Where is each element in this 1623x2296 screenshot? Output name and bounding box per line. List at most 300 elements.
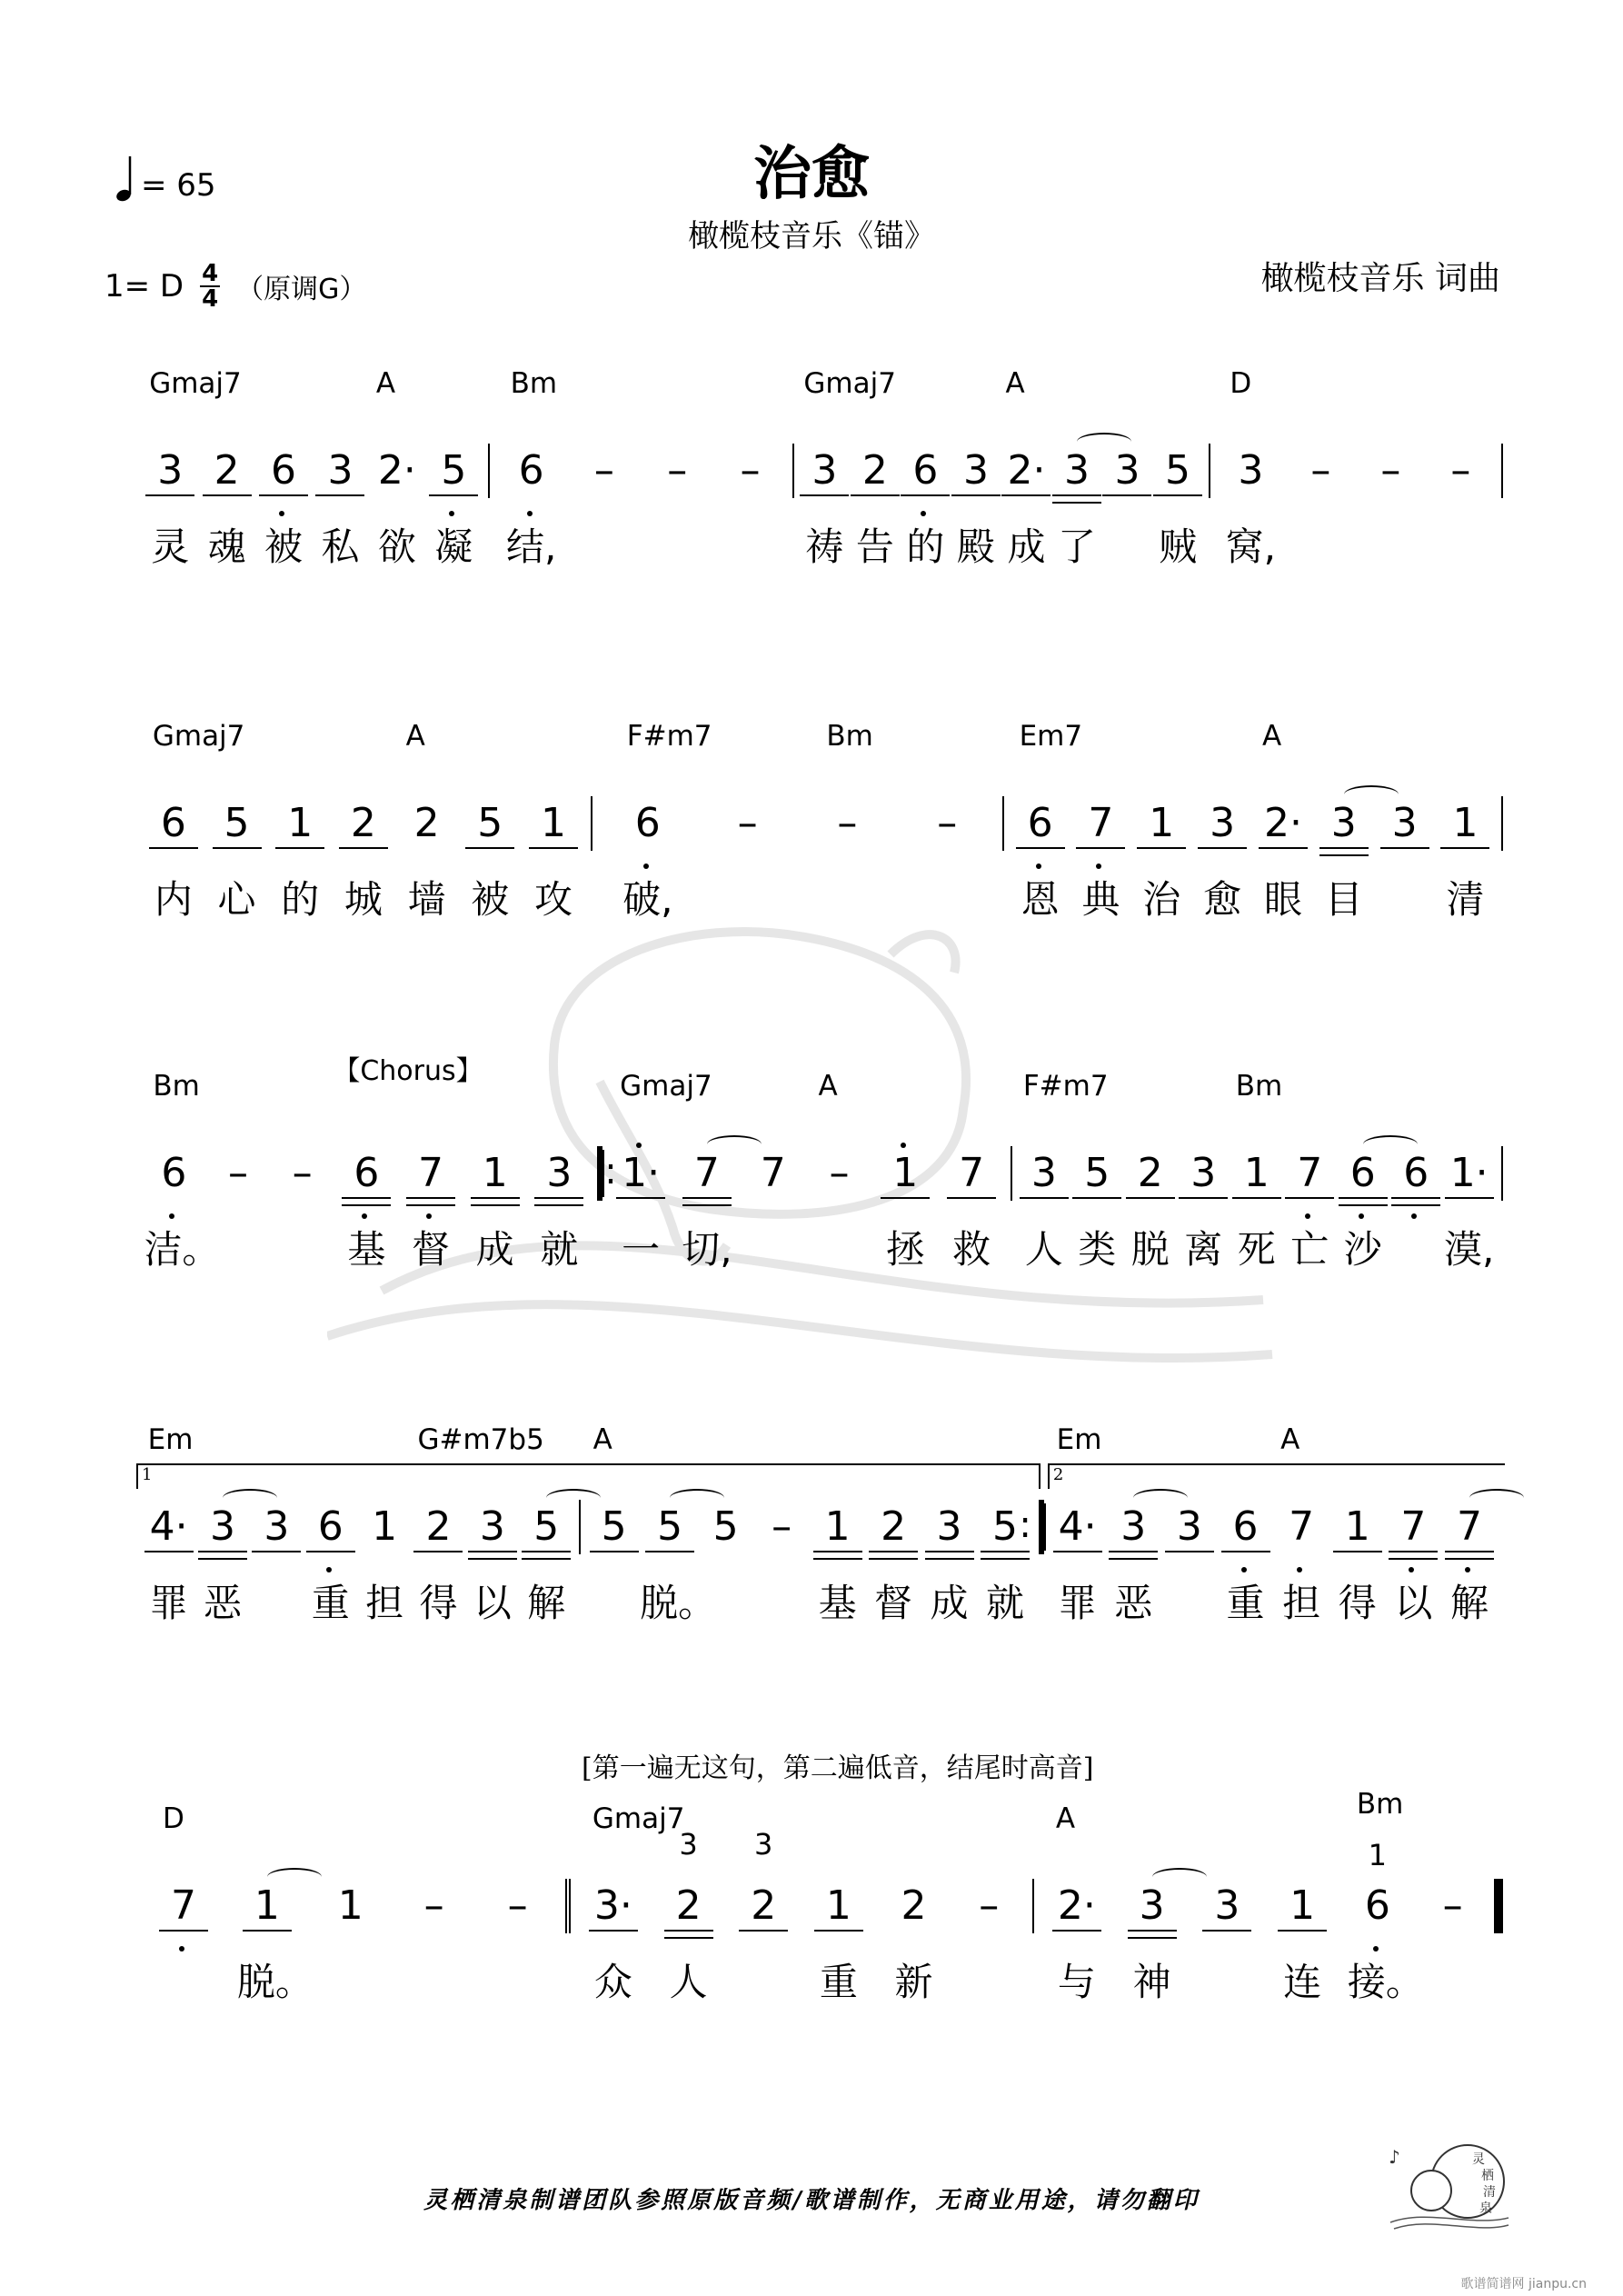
note [525,1500,567,1625]
note-digit: 1 [892,1150,919,1196]
measure [1044,1423,1503,1625]
note-digit: 3 [936,1503,962,1550]
note [1206,1879,1248,1933]
eighth-underline [616,1197,665,1199]
note [620,1070,712,1272]
tempo-value: = 65 [141,167,216,204]
note [752,1146,794,1201]
lyric: 解 [527,1581,566,1625]
note-digit: 3 [1210,800,1236,846]
note-digit: – [737,800,758,846]
eighth-underline [1285,1197,1334,1199]
note-digit: – [292,1150,313,1196]
eighth-underline [1389,1551,1438,1552]
eighth-underline [881,1197,930,1199]
lyric: 重 [311,1581,350,1625]
eighth-underline [1052,1930,1101,1932]
low-octave-dot [921,511,926,516]
low-octave-dot [1411,1213,1417,1219]
eighth-underline [339,847,388,849]
chord-symbol: Gmaj7 [149,367,242,400]
eighth-underline [1109,1551,1158,1552]
note [263,444,304,569]
note-digit: 1 [1243,1150,1270,1196]
note [742,1827,784,1933]
note-digit: 1 [825,1882,851,1929]
note [1369,444,1411,498]
performance-note: [第一遍无这句，第二遍低音，结尾时高音] [582,1752,1094,1784]
lyric: 破, [622,877,673,922]
note-digit: 1 [540,800,566,846]
chord-symbol: Bm [1235,1070,1283,1103]
eighth-underline [1440,847,1489,849]
staff-system [136,1423,1503,1625]
note-digit: 2 [214,447,240,494]
note [1384,796,1426,851]
note [1201,796,1243,922]
sixteenth-underline [522,1558,571,1560]
svg-text:灵: 灵 [1472,2152,1485,2167]
eighth-underline [159,1930,208,1932]
eighth-underline [1221,1551,1270,1552]
note-digit: 5 [1084,1150,1110,1196]
eighth-underline [275,847,324,849]
eighth-underline [1016,847,1065,849]
eighth-underline [243,1930,292,1932]
upper-note: 3 [679,1827,698,1862]
low-octave-dot [279,511,284,516]
lyric: 人 [669,1960,708,2004]
composer-credit: 橄榄枝音乐 词曲 [1260,260,1500,297]
note [1432,1879,1474,1933]
note [410,1146,452,1272]
note-digit: – [1450,447,1471,494]
note-digit: 1· [1449,1150,1489,1196]
note [1323,796,1365,922]
lyric: 神 [1132,1960,1171,2004]
note [255,1500,297,1554]
eighth-underline [1072,1197,1121,1199]
eighth-underline [1278,1930,1327,1932]
chord-symbol: Bm [510,367,558,400]
measure [136,367,490,569]
note-digit: 3 [1214,1882,1240,1929]
lyric: 担 [1282,1581,1321,1625]
chord-symbol: A [1280,1423,1300,1456]
eighth-underline [1259,847,1308,849]
note-digit: 5 [533,1503,560,1550]
note [216,796,258,922]
note-digit: 2 [425,1503,452,1550]
chord-symbol: Gmaj7 [592,1802,685,1835]
note [1281,1879,1323,2004]
eighth-underline [1179,1197,1228,1199]
eighth-underline [429,494,478,496]
note [343,796,384,922]
note [955,444,997,569]
low-octave-dot [1036,863,1041,869]
eighth-underline [315,494,364,496]
note [622,720,712,922]
lyric: 被 [264,524,304,569]
note-digit: 2 [751,1882,777,1929]
note [147,1423,194,1625]
note-digit: 5 [992,1503,1019,1550]
low-octave-dot [1359,1213,1364,1219]
eighth-underline [534,1197,583,1199]
measure [581,1423,1044,1625]
note [279,796,321,922]
note [1289,1146,1330,1272]
note-digit: – [507,1882,528,1929]
sixteenth-underline [198,1558,247,1560]
eighth-underline [664,1930,713,1932]
note [951,1146,992,1272]
lyric: 心 [217,877,256,922]
note-digit: – [837,800,858,846]
measure [1012,1070,1503,1272]
eighth-underline [813,1551,862,1552]
eighth-underline [869,1551,918,1552]
note [149,367,242,569]
note-digit: 1 [482,1150,508,1196]
lyric: 人 [1024,1227,1063,1272]
eighth-underline [901,494,950,496]
sixteenth-underline [1319,854,1369,856]
note-digit: 3 [812,447,838,494]
note [1022,1070,1109,1272]
note [904,444,946,569]
lyric: 脱。 [236,1960,314,2004]
lyric: 脱。 [640,1581,717,1625]
note-digit: 2 [901,1882,927,1929]
lyric: 贼 [1158,524,1197,569]
footer-notice: 灵栖清泉制谱团队参照原版音频/歌谱制作，无商业用途，请勿翻印 [423,2187,1200,2214]
lyric: 罪 [149,1581,188,1625]
measure [136,1423,581,1625]
note [893,1879,935,2004]
lyric: 以 [473,1581,512,1625]
note-digit: – [772,1503,792,1550]
sixteenth-underline [925,1558,974,1560]
lyric: 成 [930,1581,969,1625]
note-digit: 3 [210,1503,236,1550]
eighth-underline [645,1551,694,1552]
note-digit: 6 [1349,1150,1376,1196]
lyric: 基 [347,1227,386,1272]
note [152,720,245,922]
lyric: 祷 [805,524,844,569]
chord-symbol: Gmaj7 [152,720,245,753]
sixteenth-underline [1391,1204,1440,1206]
eighth-underline [198,1551,247,1552]
note [1395,1146,1437,1201]
sixteenth-underline [1052,502,1101,504]
lyric: 重 [1226,1581,1265,1625]
note [1261,720,1304,922]
lyric: 罪 [1058,1581,1097,1625]
note-digit: 7 [170,1882,196,1929]
note [727,796,769,851]
lyric: 恶 [204,1581,243,1625]
chord-symbol: D [1230,367,1252,400]
note [826,720,873,851]
chord-symbol: Em [1056,1423,1102,1456]
note [1337,1500,1379,1625]
note [472,1500,513,1625]
eighth-underline [306,1551,355,1552]
chord-symbol: A [1005,367,1025,400]
measure [1210,367,1503,569]
measure [1004,720,1503,922]
eighth-underline [925,1551,974,1552]
lyric: 洁。 [144,1227,221,1272]
note [1112,1500,1154,1625]
note-digit: 7 [1400,1503,1427,1550]
note-digit: 3 [1330,800,1357,846]
note [1299,444,1341,498]
eighth-underline [1020,1197,1069,1199]
measure [136,1055,602,1272]
staff-system [136,1055,1503,1272]
note [1106,444,1148,498]
note [1444,1146,1495,1272]
note [330,1879,372,1933]
lingqi-qingquan-logo [1381,2136,1518,2236]
measure [136,720,592,922]
note [1055,1802,1098,2004]
eighth-underline [1333,1551,1382,1552]
note-digit: 7 [1088,800,1114,846]
lyric: 拯 [886,1227,925,1272]
note [375,367,418,569]
chord-symbol: A [592,1423,612,1456]
measure [602,1070,1012,1272]
section-marker: 【Chorus】 [333,1055,483,1087]
lyric: 得 [419,1581,458,1625]
lyric: 清 [1446,877,1485,922]
eighth-underline [851,494,900,496]
eighth-underline [1076,847,1125,849]
note-digit: 5 [657,1503,683,1550]
sixteenth-underline [471,1204,520,1206]
lyric: 欲 [377,524,416,569]
sixteenth-underline [342,1204,391,1206]
note-digit: 2· [377,447,416,494]
lyric: 与 [1057,1960,1096,2004]
measure [571,1802,1034,2004]
low-octave-dot [527,511,533,516]
lyric: 殿 [956,524,995,569]
note-digit: 3 [157,447,184,494]
note-digit: – [1442,1882,1463,1929]
note [236,1879,314,2004]
lyric: 恶 [1114,1581,1153,1625]
chord-symbol: A [1261,720,1282,753]
lyric: 的 [281,877,320,922]
key-signature [105,262,366,311]
low-octave-dot [1373,1946,1379,1952]
chord-symbol: A [375,367,396,400]
note-digit: 2· [1007,447,1046,494]
original-key: （原调G） [236,274,367,305]
lyric: 亡 [1290,1227,1329,1272]
note [818,1879,860,2004]
eighth-underline [1319,847,1369,849]
note [668,1827,710,2004]
note [497,1879,539,1933]
note [640,1500,717,1625]
note [333,1055,483,1272]
lyric: 督 [412,1227,451,1272]
lyric: 得 [1338,1581,1377,1625]
note-digit: 3 [1120,1503,1147,1550]
note-digit: – [979,1882,1000,1929]
note-digit: – [593,447,614,494]
note [872,1500,914,1625]
chord-symbol: Em7 [1019,720,1083,753]
note [433,444,474,569]
low-octave-dot [179,1946,184,1952]
sixteenth-underline [981,1558,1030,1560]
song-subtitle: 橄榄枝音乐《锚》 [688,218,935,255]
note [818,1070,861,1201]
note-digit: 7 [1289,1503,1315,1550]
note [505,367,558,569]
eighth-underline [590,1551,639,1552]
note [729,444,771,498]
note-digit: 7 [959,1150,985,1196]
sixteenth-underline [869,1558,918,1560]
eighth-underline [1391,1197,1440,1199]
note [1056,444,1098,569]
note [1280,1423,1322,1625]
upper-note: 3 [754,1827,773,1862]
note-digit: – [829,1150,850,1196]
staff-system [136,367,1503,569]
note [761,1500,802,1554]
sixteenth-underline [468,1558,517,1560]
sixteenth-underline [1389,1558,1438,1560]
lyric: 基 [818,1581,857,1625]
note-digit: 1 [254,1882,280,1929]
note [583,444,625,498]
note-digit: 3 [1238,447,1264,494]
note [162,1802,204,1933]
lyric: 私 [321,524,360,569]
note [469,796,511,922]
note [1019,720,1083,922]
note [926,796,968,851]
note-digit: 7 [1457,1503,1483,1550]
eighth-underline [406,1197,455,1199]
quarter-note-icon [114,155,134,204]
note [310,1500,352,1625]
lyric: 众 [593,1960,632,2004]
note-digit: 2 [861,447,888,494]
lyric: 告 [855,524,894,569]
chord-symbol: G#m7b5 [417,1423,544,1456]
note-digit: 7 [1297,1150,1323,1196]
note-digit: 2 [881,1503,907,1550]
lyric: 重 [819,1960,858,2004]
eighth-underline [468,1551,517,1552]
note-digit: 4· [1058,1503,1097,1550]
note-digit: 1· [622,1150,661,1196]
eighth-underline [1202,1930,1251,1932]
note-digit: 3 [479,1503,505,1550]
note-digit: 2 [350,800,376,846]
chord-symbol: D [162,1802,184,1835]
note [1235,1070,1283,1272]
note-digit: 3 [1391,800,1418,846]
song-title: 治愈 [753,141,870,208]
eighth-underline [951,494,1001,496]
eighth-underline [1001,494,1050,496]
low-octave-dot [1096,863,1101,869]
note-digit: 6 [1364,1882,1390,1929]
note-digit: 1 [1289,1882,1316,1929]
note [474,1146,516,1272]
lyric: 接。 [1347,1960,1424,2004]
eighth-underline [739,1930,788,1932]
eighth-underline [522,1551,571,1552]
lyric: 结, [505,524,557,569]
chord-symbol: Gmaj7 [620,1070,712,1103]
svg-text:♪: ♪ [1389,2146,1400,2168]
low-octave-dot [1409,1567,1414,1572]
lyric: 新 [894,1960,933,2004]
lyric: 以 [1394,1581,1433,1625]
note-digit: 3· [593,1882,632,1929]
lyric: 眼 [1263,877,1302,922]
note-digit: 3 [264,1503,290,1550]
note-digit: 7 [693,1150,720,1196]
eighth-underline [1053,1551,1102,1552]
eighth-underline [252,1551,301,1552]
note-digit: – [937,800,958,846]
note [1005,367,1047,569]
upper-note: 1 [1368,1838,1387,1872]
note [405,720,448,922]
note-digit: 3 [546,1150,573,1196]
note-digit: 1 [287,800,314,846]
note-digit: 1 [1149,800,1175,846]
eighth-underline [529,847,578,849]
lyric: 成 [1007,524,1046,569]
note-digit: 2 [413,800,440,846]
lyric: 就 [986,1581,1025,1625]
low-octave-dot [1297,1567,1302,1572]
eighth-underline [1137,847,1186,849]
note-digit: 5 [601,1503,627,1550]
sixteenth-underline [1128,1937,1177,1939]
chord-symbol: Bm [153,1070,200,1103]
lyric: 一 [622,1227,661,1272]
chord-symbol: Bm [1356,1788,1404,1821]
note [984,1500,1026,1625]
lyric: 窝, [1225,524,1276,569]
measure [490,367,794,569]
note-digit: 3 [1031,1150,1057,1196]
lyric: 救 [952,1227,991,1272]
lyric: 治 [1142,877,1181,922]
tempo-marking [114,155,216,204]
chord-symbol: Bm [826,720,873,753]
note [1080,796,1121,922]
note-digit: 5 [441,447,467,494]
note-digit: 6 [634,800,661,846]
